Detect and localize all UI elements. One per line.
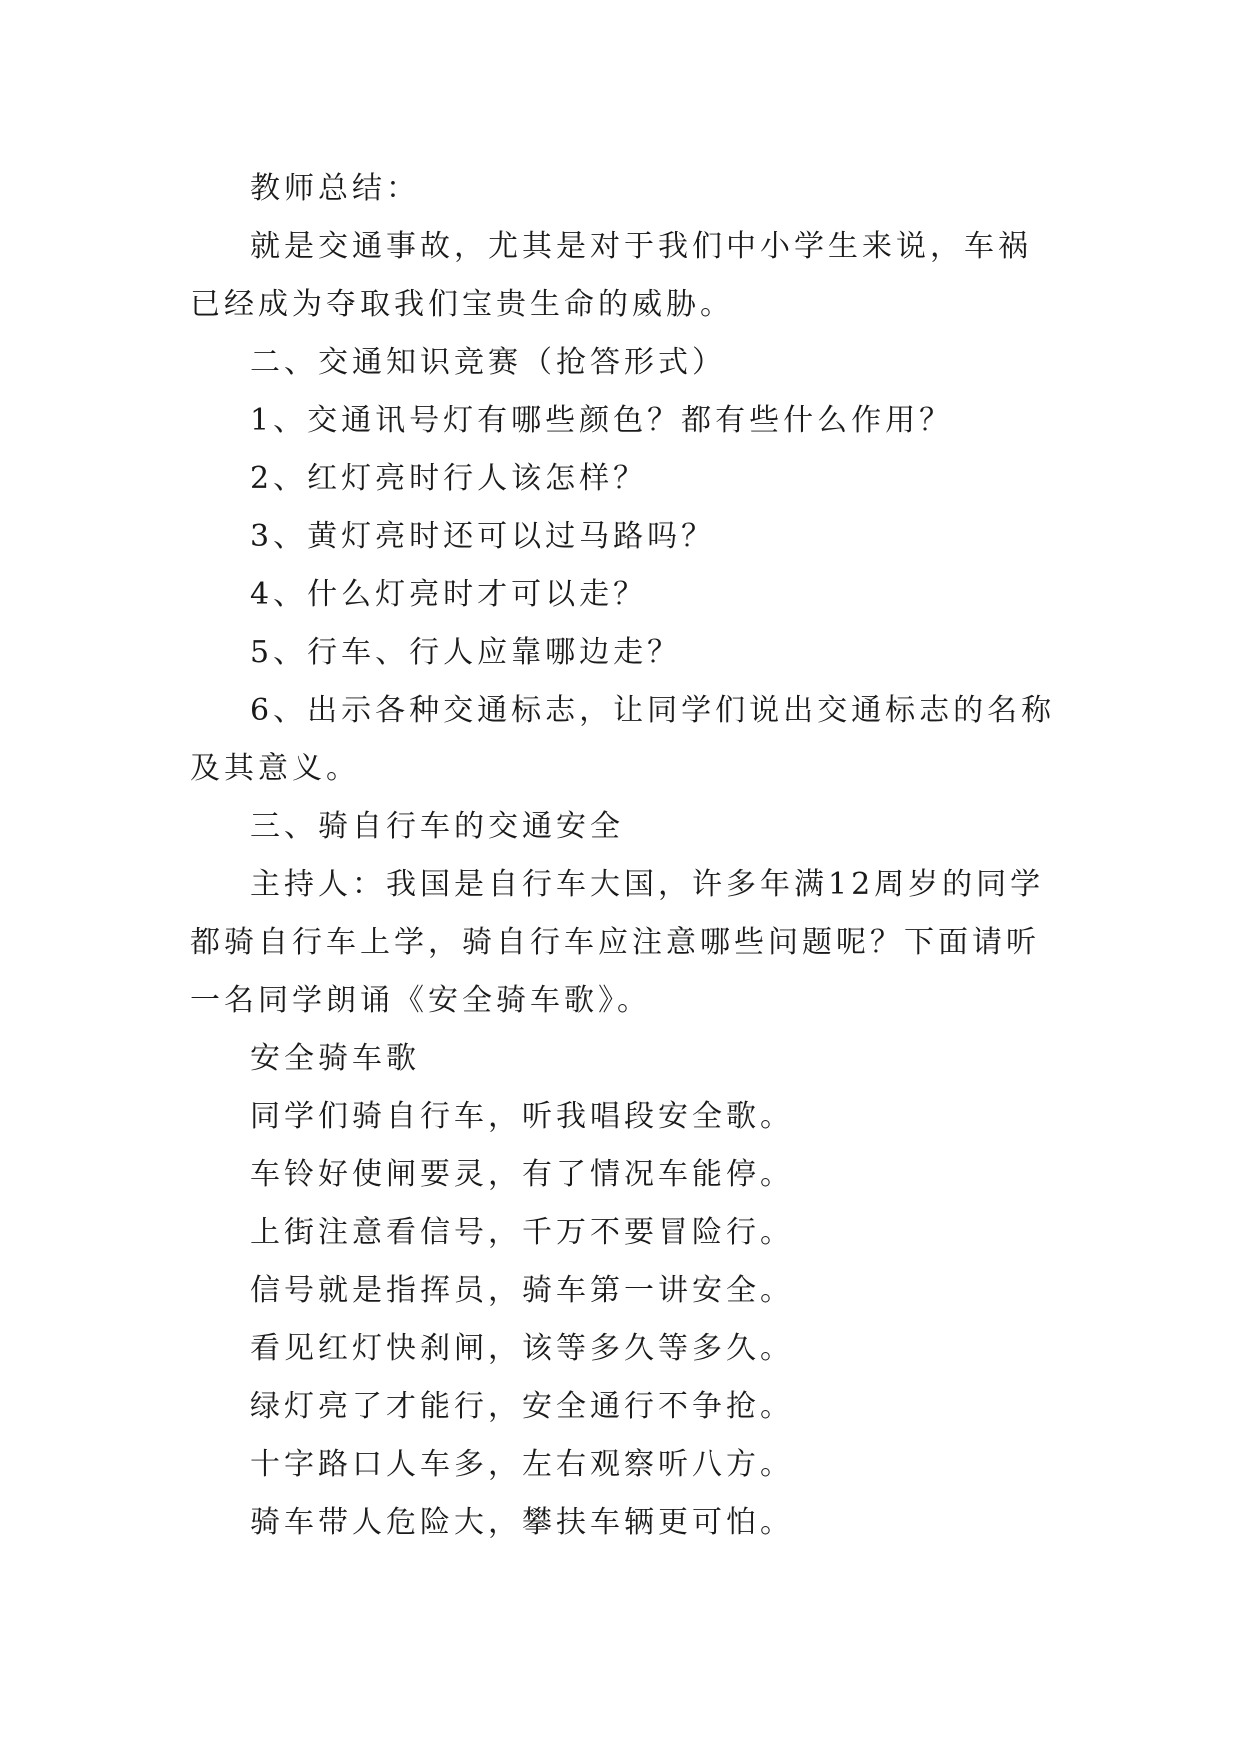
paragraph-host-intro: 主持人：我国是自行车大国，许多年满12周岁的同学都骑自行车上学，骑自行车应注意哪些问题呢？下面请听一名同学朗诵《安全骑车歌》。 (190, 867, 1045, 1018)
poem-line-6: 绿灯亮了才能行，安全通行不争抢。 (250, 1389, 794, 1424)
section-heading-traffic-quiz: 二、交通知识竞赛（抢答形式） (250, 345, 726, 380)
paragraph-teacher-summary-heading: 教师总结： (250, 171, 420, 206)
poem-line-2: 车铃好使闸要灵，有了情况车能停。 (250, 1157, 794, 1192)
document-page (190, 160, 1060, 1552)
section-heading-bicycle-safety: 三、骑自行车的交通安全 (250, 809, 624, 844)
poem-line-8: 骑车带人危险大，攀扶车辆更可怕。 (250, 1505, 794, 1540)
quiz-question-2: 2、红灯亮时行人该怎样？ (250, 461, 648, 496)
poem-line-1: 同学们骑自行车，听我唱段安全歌。 (250, 1099, 794, 1134)
quiz-question-3: 3、黄灯亮时还可以过马路吗？ (250, 519, 716, 554)
quiz-question-1: 1、交通讯号灯有哪些颜色？都有些什么作用？ (250, 403, 954, 438)
quiz-question-6: 6、出示各种交通标志，让同学们说出交通标志的名称及其意义。 (190, 693, 1056, 786)
poem-line-3: 上街注意看信号，千万不要冒险行。 (250, 1215, 794, 1250)
quiz-question-4: 4、什么灯亮时才可以走？ (250, 577, 648, 612)
paragraph-teacher-summary-text: 就是交通事故，尤其是对于我们中小学生来说，车祸已经成为夺取我们宝贵生命的威胁。 (190, 229, 1032, 322)
poem-line-5: 看见红灯快刹闸，该等多久等多久。 (250, 1331, 794, 1366)
poem-line-4: 信号就是指挥员，骑车第一讲安全。 (250, 1273, 794, 1308)
poem-title: 安全骑车歌 (250, 1041, 420, 1076)
poem-line-7: 十字路口人车多，左右观察听八方。 (250, 1447, 794, 1482)
quiz-question-5: 5、行车、行人应靠哪边走？ (250, 635, 682, 670)
